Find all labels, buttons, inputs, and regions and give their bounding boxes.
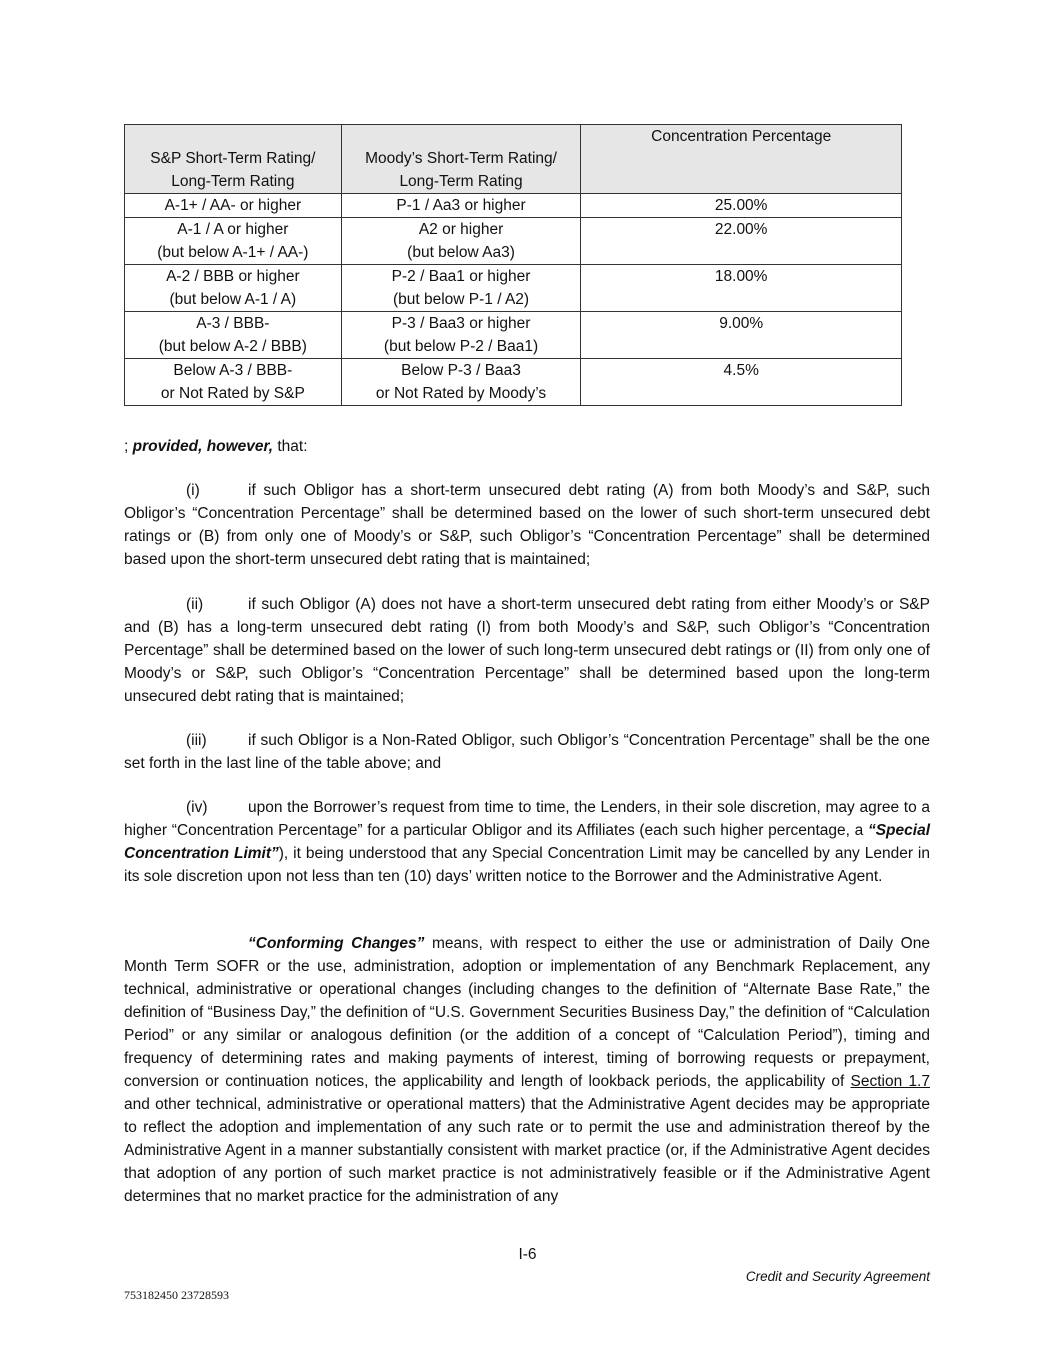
moodys-rating-cell: A2 or higher (but below Aa3) (341, 218, 581, 265)
table-row (125, 194, 902, 218)
footer-document-id: 753182450 23728593 (124, 1288, 229, 1302)
table-row (125, 218, 902, 265)
clause-iii (124, 729, 930, 775)
clause-number: (iv) (186, 799, 208, 816)
header-moodys-rating: Moody’s Short-Term Rating/ Long-Term Rating (341, 125, 581, 194)
clause-i (124, 479, 930, 571)
header-sp-rating: S&P Short-Term Rating/ Long-Term Rating (125, 125, 342, 194)
sp-rating-cell: Below A-3 / BBB- or Not Rated by S&P (125, 359, 342, 406)
moodys-rating-cell: P-3 / Baa3 or higher (but below P-2 / Baa1) (341, 312, 581, 359)
definition-conforming-changes (124, 932, 930, 1208)
percentage-cell: 25.00% (581, 194, 902, 218)
clause-number: (ii) (186, 596, 204, 613)
percentage-cell: 18.00% (581, 265, 902, 312)
percentage-cell: 9.00% (581, 312, 902, 359)
moodys-rating-cell: P-1 / Aa3 or higher (341, 194, 581, 218)
concentration-table (124, 124, 902, 406)
clause-number: (iii) (186, 732, 207, 749)
defined-term-conforming-changes: “Conforming Changes” (248, 935, 425, 952)
clause-text: if such Obligor has a short-term unsecured debt rating (A) from both Moody’s and S&P, such Obligor’s “Concentration Percentage” shall be determined based on the lower of such short-term unsecured debt ratings or (B) from only one of Moody’s or S&P, such Obligor’s “Concentration Percentage” shall be determined based upon the short-term unsecured debt rating that is maintained; (124, 482, 930, 568)
clause-iv (124, 796, 930, 888)
sp-rating-cell: A-1 / A or higher (but below A-1+ / AA-) (125, 218, 342, 265)
page-number: I-6 (518, 1246, 537, 1263)
clause-number: (i) (186, 482, 200, 499)
table-row (125, 359, 902, 406)
clause-text: if such Obligor (A) does not have a short-term unsecured debt rating from either Moody’s or S&P and (B) has a long-term unsecured debt rating (I) from both Moody’s and S&P, such Obligor’s “Concentration Percentage” shall be determined based on the lower of such long-term unsecured debt ratings or (II) from only one of Moody’s or S&P, such Obligor’s “Concentration Percentage” shall be determined based upon the long-term unsecured debt rating that is maintained; (124, 596, 930, 705)
section-reference-link[interactable]: Section 1.7 (850, 1073, 930, 1090)
table-row (125, 265, 902, 312)
clause-text: if such Obligor is a Non-Rated Obligor, such Obligor’s “Concentration Percentage” shall be the one set forth in the last line of the table above; and (124, 732, 930, 772)
sp-rating-cell: A-3 / BBB- (but below A-2 / BBB) (125, 312, 342, 359)
clause-ii (124, 593, 930, 708)
percentage-cell: 22.00% (581, 218, 902, 265)
footer-document-title: Credit and Security Agreement (745, 1269, 930, 1284)
defined-term-special-concentration-limit: “Special Concentration Limit” (124, 822, 930, 862)
proviso-intro: ; provided, however, that: (124, 438, 308, 455)
clause-text-before: upon the Borrower’s request from time to time, the Lenders, in their sole discretion, may agree to a higher “Concentration Percentage” for a particular Obligor and its Affiliates (each such higher percentage, a (124, 799, 930, 839)
definition-text-after: and other technical, administrative or operational matters) that the Administrative Agent decides may be appropriate to reflect the adoption and implementation of any such rate or to permit the use and administration thereof by the Administrative Agent in a manner substantially consistent with market practice (or, if the Administrative Agent decides that adoption of any portion of such market practice is not administratively feasible or if the Administrative Agent determines that no market practice for the administration of any (124, 1096, 930, 1205)
table-header-row (125, 125, 902, 194)
moodys-rating-cell: Below P-3 / Baa3 or Not Rated by Moody’s (341, 359, 581, 406)
table-row (125, 312, 902, 359)
sp-rating-cell: A-2 / BBB or higher (but below A-1 / A) (125, 265, 342, 312)
moodys-rating-cell: P-2 / Baa1 or higher (but below P-1 / A2) (341, 265, 581, 312)
percentage-cell: 4.5% (581, 359, 902, 406)
proviso-emphasis: provided, however, (132, 438, 274, 455)
header-concentration-percentage: Concentration Percentage (581, 125, 902, 194)
clause-text-after: ), it being understood that any Special Concentration Limit may be cancelled by any Lender in its sole discretion upon not less than ten (10) days’ written notice to the Borrower and the Administrative Agent. (124, 845, 930, 885)
sp-rating-cell: A-1+ / AA- or higher (125, 194, 342, 218)
definition-text-before: means, with respect to either the use or administration of Daily One Month Term SOFR or the use, administration, adoption or implementation of any Benchmark Replacement, any technical, administrative or operational changes (including changes to the definition of “Alternate Base Rate,” the definition of “Business Day,” the definition of “U.S. Government Securities Business Day,” the definition of “Calculation Period” or any similar or analogous definition (or the addition of a concept of “Calculation Period”), timing and frequency of determining rates and making payments of interest, timing of borrowing requests or prepayment, conversion or continuation notices, the applicability and length of lookback periods, the applicability of (124, 935, 930, 1090)
